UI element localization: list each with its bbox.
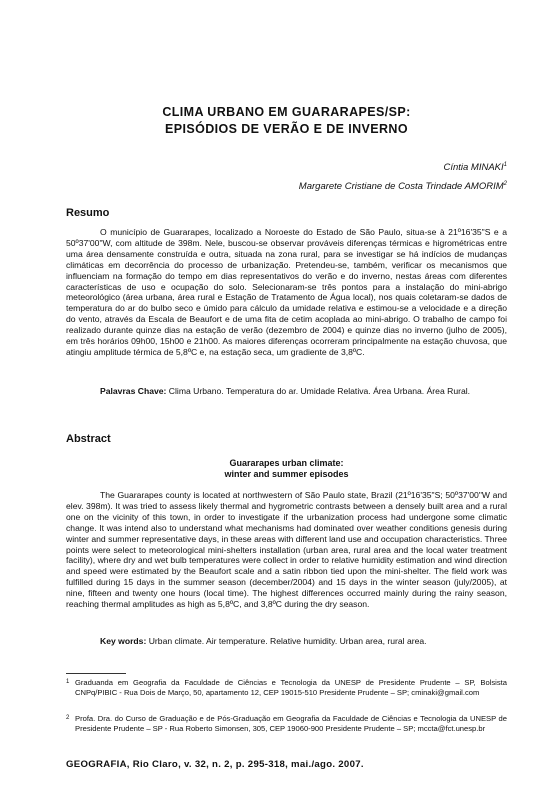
author-block [299,157,507,195]
keywords-value-en: Urban climate. Air temperature. Relative humidity. Urban area, rural area. [148,636,427,646]
abstract-subtitle [66,458,507,480]
footnote-1-text: Graduanda em Geografia da Faculdade de Ciências e Tecnologia da UNESP de Presidente Prudente – SP, Bolsista CNPq/PIBIC - Rua Dois de Março, 50, apartamento 12, CEP 19015-510 Presidente Prudente – SP; cminaki@gmail.com [75,678,507,697]
title-line-1: CLIMA URBANO EM GUARARAPES/SP: [162,105,411,119]
author-1 [299,157,507,176]
journal-footer: GEOGRAFIA, Rio Claro, v. 32, n. 2, p. 295-318, mai./ago. 2007. [66,759,364,770]
abstract-paragraph: The Guararapes county is located at northwestern of São Paulo state, Brazil (21º16'35"S; 50º37'00"W and elev. 398m). It was tried to assess likely thermal and hygrometric contrasts between a densely built area and a rural one on the vicinity of this town, in order to investigate if the urbanization process had undergone some climatic change. It was intend also to understand what mechanisms had dominated over weather conditions genesis during winter and summer representative days, in these areas with different land use and occupation characteristics. Three points were select to meteorological mini-shelters installation (urban area, rural area and the local water treatment facility), where dry and wet bulb temperatures were collect in order to relative humidity estimation and wind direction and speed were estimated by the Beaufort scale and a satin ribbon tied upon the mini-shelter. The field work was fulfilled during 15 days in the summer season (december/2004) and 15 days in the winter season (july/2005), at nine, fifteen and twenty one hours (local time). The highest differences occurred mainly during the rainy season, reaching thermal amplitudes as high as 5,8ºC, and 3,8ºC during the dry season. [66,490,507,610]
title-line-2: EPISÓDIOS DE VERÃO E DE INVERNO [164,122,408,136]
resumo-keywords [66,386,507,397]
resumo-body [66,227,507,358]
keywords-label-en: Key words: [100,636,147,646]
footnote-divider [66,673,126,674]
footnote-2 [66,714,507,733]
resumo-paragraph: O município de Guararapes, localizado a Noroeste do Estado de São Paulo, situa-se à 21º16'35"S e a 50º37'00"W, com altitude de 398m. Nele, buscou-se observar prováveis diferenças térmicas e higrométricas entre uma área densamente construída e outra, situada na zona rural, para se investigar se há indícios de mudanças climáticas em decorrência do processo de urbanização. Pretendeu-se, também, verificar os mecanismos que influenciam na formação do tempo em dias representativos do verão e do inverno, nestas áreas com diferentes características de uso e ocupação do solo. Selecionaram-se três pontos para a instalação do mini-abrigo meteorológico (área urbana, área rural e Estação de Tratamento de Água local), nos quais coletaram-se dados de temperatura do ar do bulbo seco e úmido para cálculo da umidade relativa e estimou-se a velocidade e a direção do vento, através da Escala de Beaufort e de uma fita de cetim acoplada ao mini-abrigo. O trabalho de campo foi realizado durante quinze dias na estação de verão (dezembro de 2004) e quinze dias no inverno (julho de 2005), em três horários 09h00, 15h00 e 21h00. As maiores diferenças ocorreram principalmente na estação chuvosa, que atingiu amplitude térmica de 5,8ºC e, na estação seca, um gradiente de 3,8ºC. [66,227,507,357]
author-2 [299,176,507,195]
abstract-keywords [66,636,507,647]
abstract-body [66,490,507,610]
paper-title [66,104,507,138]
author-2-name: Margarete Cristiane de Costa Trindade AMORIM [298,181,504,193]
author-1-name: Cíntia MINAKI [443,162,504,174]
author-1-mark: 1 [503,162,507,168]
author-2-mark: 2 [503,181,507,188]
abstract-subtitle-line-2: winter and summer episodes [224,469,349,479]
footnote-1-mark: 1 [66,679,70,685]
resumo-heading: Resumo [66,207,110,219]
footnote-2-text: Profa. Dra. do Curso de Graduação e de Pós-Graduação em Geografia da Faculdade de Ciências e Tecnologia da UNESP de Presidente Prudente – SP - Rua Roberto Simonsen, 305, CEP 19060-900 Presidente Prudente – SP; mccta@fct.unesp.br [75,714,507,733]
abstract-subtitle-line-1: Guararapes urban climate: [229,458,344,468]
keywords-label: Palavras Chave: [100,386,167,396]
footnote-2-mark: 2 [66,715,70,721]
abstract-heading: Abstract [66,433,111,445]
keywords-value: Clima Urbano. Temperatura do ar. Umidade Relativa. Área Urbana. Área Rural. [168,386,471,396]
footnote-1 [66,678,507,697]
